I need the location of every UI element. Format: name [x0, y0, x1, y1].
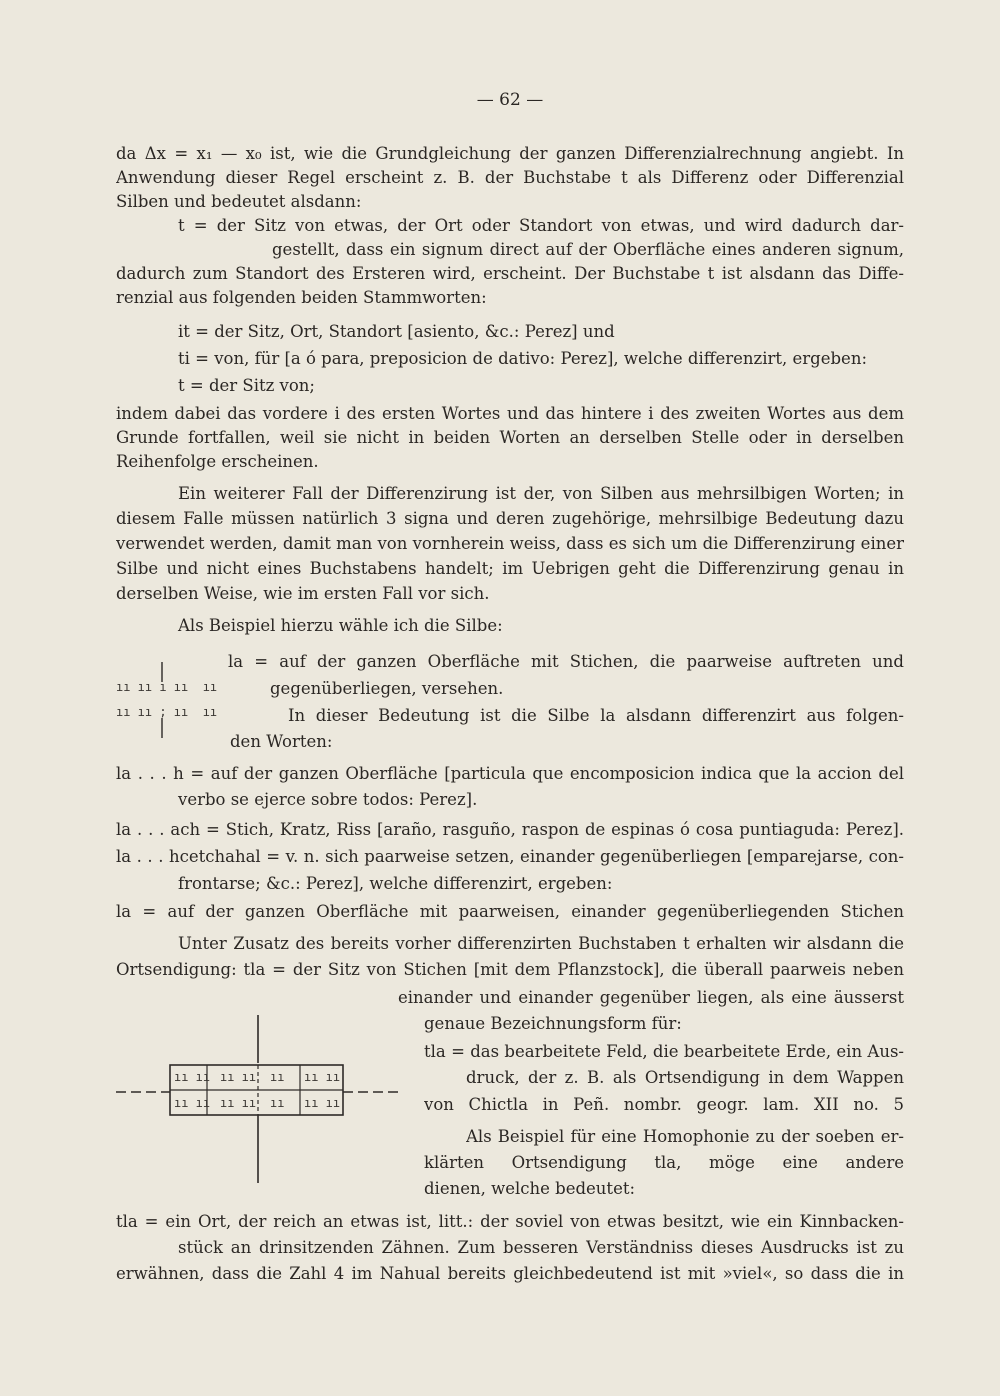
text-line: it = der Sitz, Ort, Standort [asiento, &c.: Perez] und: [178, 322, 615, 341]
text-line: Anwendung dieser Regel erscheint z. B. der Buchstabe t als Differenz oder Differenzial: [116, 168, 904, 187]
page-number: — 62 —: [476, 90, 544, 110]
field-marks-bottom-1: ıı ıı: [174, 1096, 211, 1110]
text-line: gegenüberliegen, versehen.: [270, 679, 504, 698]
text-line: einander und einander gegenüber liegen, als eine äusserst: [398, 988, 904, 1007]
text-line: Reihenfolge erscheinen.: [116, 452, 319, 471]
text-line: Als Beispiel hierzu wähle ich die Silbe:: [178, 616, 503, 635]
field-marks-bottom-4: ıı ıı: [304, 1096, 341, 1110]
text-line: verbo se ejerce sobre todos: Perez].: [178, 790, 478, 809]
text-line: dadurch zum Standort des Ersteren wird, erscheint. Der Buchstabe t ist alsdann das Diffe-: [116, 264, 904, 283]
text-line: la = auf der ganzen Oberfläche mit paarweisen, einander gegenüberliegenden Stichen: [116, 902, 904, 921]
field-marks-top-3: ıı: [270, 1070, 285, 1084]
field-marks-bottom-3: ıı: [270, 1096, 285, 1110]
text-line: t = der Sitz von;: [178, 376, 315, 395]
field-marks-top-4: ıı ıı: [304, 1070, 341, 1084]
text-line: la . . . h = auf der ganzen Oberfläche [particula que encomposicion indica que la accion del: [116, 764, 904, 783]
text-line: Ein weiterer Fall der Differenzirung ist der, von Silben aus mehrsilbigen Worten; in: [178, 484, 904, 503]
text-line: stück an drinsitzenden Zähnen. Zum besseren Verständniss dieses Ausdrucks ist zu: [178, 1238, 904, 1257]
text-line: gestellt, dass ein signum direct auf der Oberfläche eines anderen signum,: [272, 240, 904, 259]
text-line: t = der Sitz von etwas, der Ort oder Standort von etwas, und wird dadurch dar-: [178, 216, 904, 235]
text-line: tla = ein Ort, der reich an etwas ist, litt.: der soviel von etwas besitzt, wie ein Kinnbacken-: [116, 1212, 904, 1231]
figure-stitch-sign: [112, 650, 222, 740]
text-line: tla = das bearbeitete Feld, die bearbeitete Erde, ein Aus-: [424, 1042, 904, 1061]
text-line: ti = von, für [a ó para, preposicion de dativo: Perez], welche differenzirt, ergeben:: [178, 349, 868, 368]
text-line: Grunde fortfallen, weil sie nicht in beiden Worten an derselben Stelle oder in derselben: [116, 428, 904, 447]
field-marks-top-1: ıı ıı: [174, 1070, 211, 1084]
text-line: klärten Ortsendigung tla, möge eine andere: [424, 1153, 904, 1172]
text-line: renzial aus folgenden beiden Stammworten:: [116, 288, 487, 307]
text-line: diesem Falle müssen natürlich 3 signa und deren zugehörige, mehrsilbige Bedeutung dazu: [116, 509, 904, 528]
text-line: genaue Bezeichnungsform für:: [424, 1014, 682, 1033]
text-line: da Δx = x₁ — x₀ ist, wie die Grundgleichung der ganzen Differenzialrechnung angiebt. In: [116, 144, 904, 163]
text-line: Ortsendigung: tla = der Sitz von Stichen [mit dem Pflanzstock], die überall paarweis neben: [116, 960, 904, 979]
field-marks-top-2: ıı ıı: [220, 1070, 257, 1084]
text-line: la = auf der ganzen Oberfläche mit Stichen, die paarweise auftreten und: [228, 652, 904, 671]
text-line: Silben und bedeutet alsdann:: [116, 192, 362, 211]
text-line: erwähnen, dass die Zahl 4 im Nahual bereits gleichbedeutend ist mit »viel«, so dass die in: [116, 1264, 904, 1283]
text-line: indem dabei das vordere i des ersten Wortes und das hintere i des zweiten Wortes aus dem: [116, 404, 904, 423]
text-line: Silbe und nicht eines Buchstabens handelt; im Uebrigen geht die Differenzirung genau in: [116, 559, 904, 578]
text-line: den Worten:: [230, 732, 333, 751]
text-line: la . . . hcetchahal = v. n. sich paarweise setzen, einander gegenüberliegen [emparejarse, con-: [116, 847, 904, 866]
figure-marks-bottom: ıı ıı ; ıı ıı: [116, 705, 218, 719]
text-line: Als Beispiel für eine Homophonie zu der soeben er-: [466, 1127, 904, 1146]
text-line: la . . . ach = Stich, Kratz, Riss [araño, rasguño, raspon de espinas ó cosa puntiaguda: Perez].: [116, 820, 904, 839]
text-line: Unter Zusatz des bereits vorher differenzirten Buchstaben t erhalten wir alsdann die: [178, 934, 904, 953]
field-marks-bottom-2: ıı ıı: [220, 1096, 257, 1110]
text-line: frontarse; &c.: Perez], welche differenzirt, ergeben:: [178, 874, 613, 893]
text-line: verwendet werden, damit man von vornherein weiss, dass es sich um die Differenzirung einer: [116, 534, 904, 553]
text-line: von Chictla in Peñ. nombr. geogr. lam. XII no. 5: [424, 1095, 904, 1114]
text-line: In dieser Bedeutung ist die Silbe la alsdann differenzirt aus folgen-: [288, 706, 904, 725]
figure-marks-top: ıı ıı ı ıı ıı: [116, 680, 218, 694]
figure-field-glyph: [110, 1005, 410, 1190]
text-line: derselben Weise, wie im ersten Fall vor sich.: [116, 584, 490, 603]
text-line: druck, der z. B. als Ortsendigung in dem Wappen: [466, 1068, 904, 1087]
text-line: dienen, welche bedeutet:: [424, 1179, 636, 1198]
